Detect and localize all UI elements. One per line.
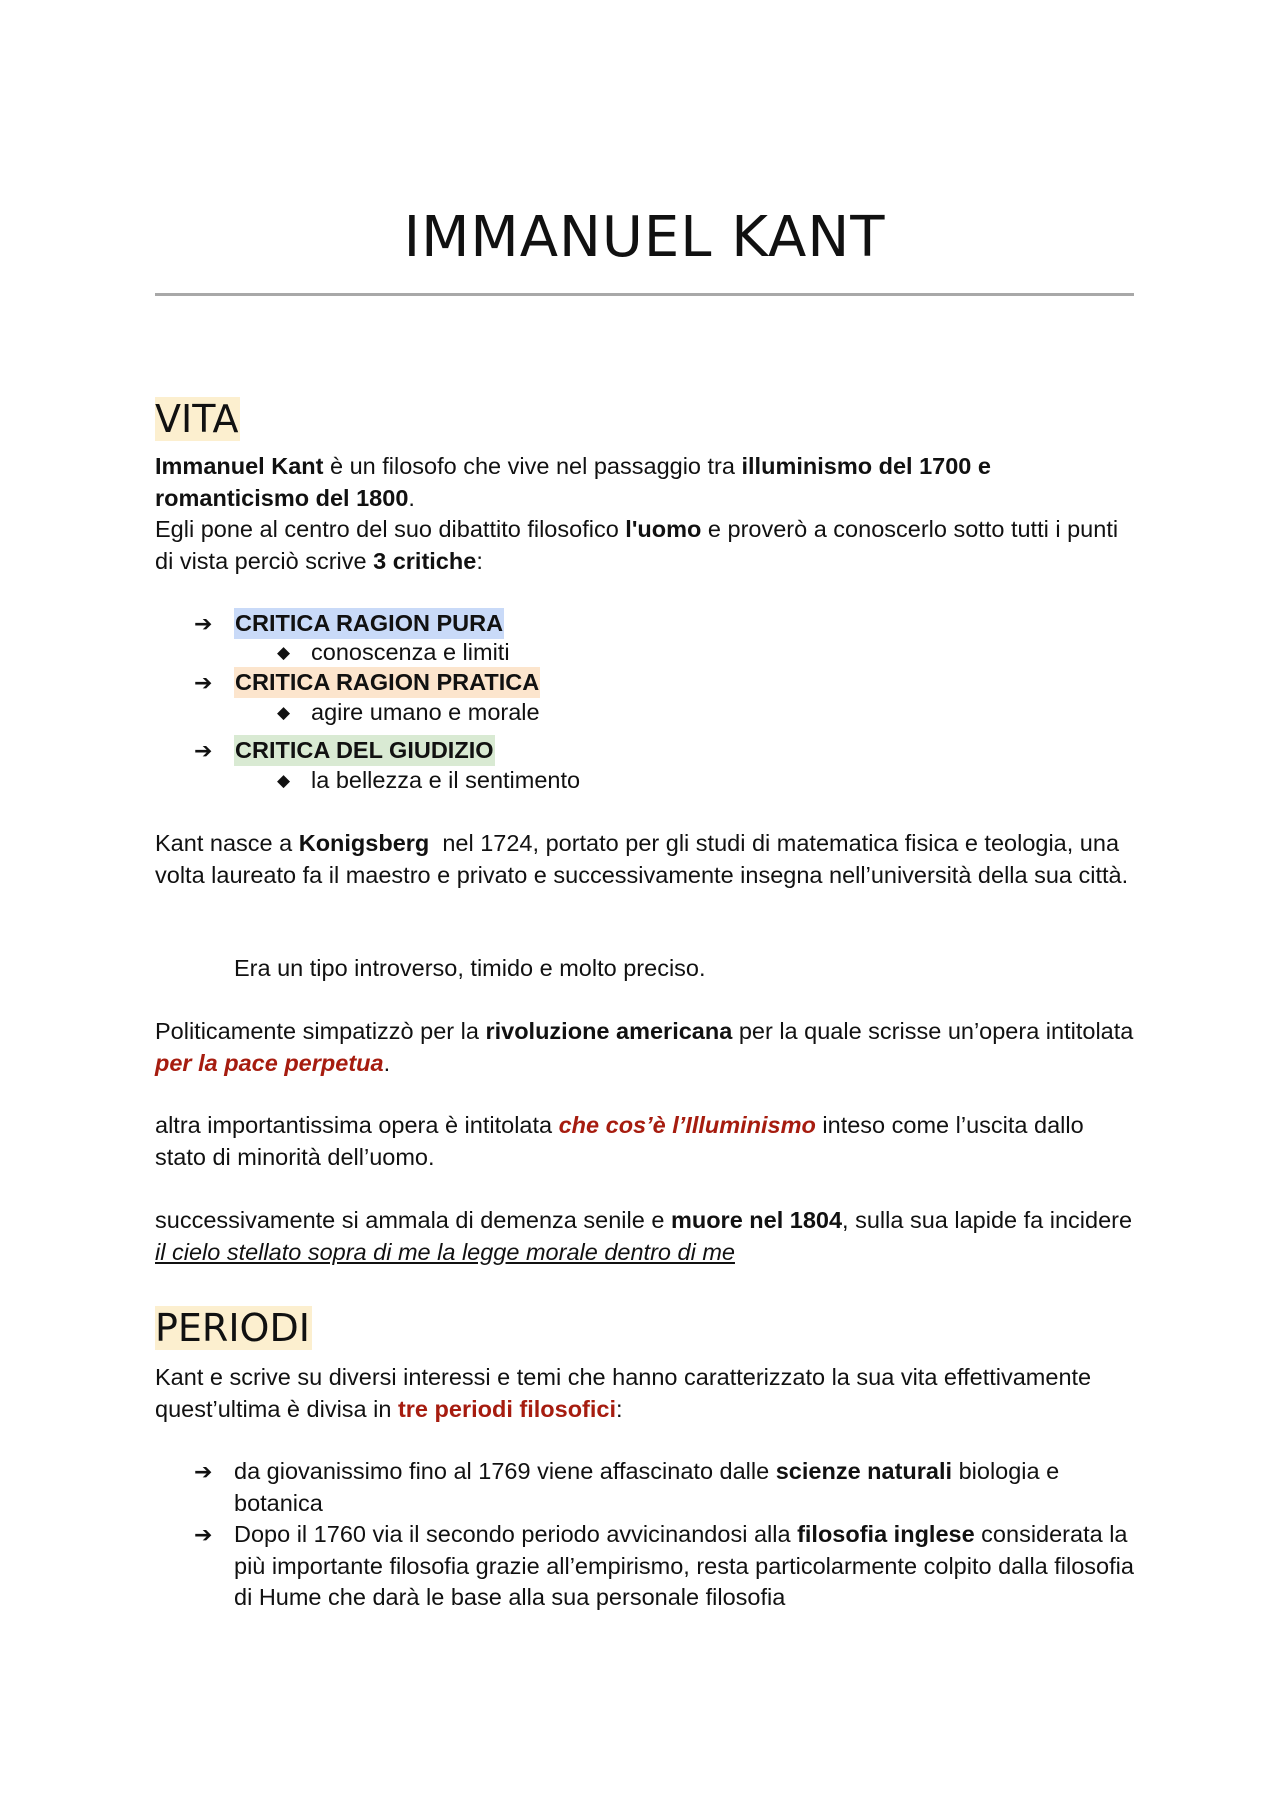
text-bold: muore nel 1804 bbox=[670, 1207, 843, 1233]
section-heading-periodi bbox=[155, 1305, 312, 1351]
paragraph-morte bbox=[155, 1205, 1135, 1268]
arrow-icon: ➔ bbox=[194, 1522, 213, 1547]
list-item-text bbox=[234, 1456, 1134, 1519]
paragraph-nascita bbox=[155, 828, 1135, 891]
critica-label: CRITICA RAGION PURA bbox=[234, 608, 504, 639]
text-bold: Immanuel Kant bbox=[155, 453, 324, 479]
opera-title: che cos’è l’Illuminismo bbox=[558, 1112, 816, 1138]
text-bold: rivoluzione americana bbox=[485, 1018, 733, 1044]
text: , sulla sua lapide fa incidere bbox=[842, 1207, 1133, 1233]
paragraph-intro bbox=[155, 451, 1135, 577]
arrow-icon: ➔ bbox=[194, 738, 213, 763]
page-title: IMMANUEL KANT bbox=[403, 205, 886, 270]
text: altra importantissima opera è intitolata bbox=[155, 1112, 559, 1138]
diamond-icon: ◆ bbox=[277, 643, 291, 662]
text: è un filosofo che vive nel passaggio tra bbox=[323, 453, 742, 479]
arrow-icon: ➔ bbox=[194, 670, 213, 695]
text: considerata la più importante filosofia grazie all’empirismo, resta particolarmente colpito dalla filosofia di Hume che darà le base alla sua personale filosofia bbox=[234, 1521, 1134, 1610]
text: nel 1724, portato per gli studi di matematica fisica e teologia, una volta laureato fa il maestro e privato e successivamente insegna nell’università della sua città. bbox=[155, 830, 1129, 888]
text-bold: illuminismo del 1700 e romanticismo del 1800 bbox=[155, 453, 991, 511]
text-bold: Konigsberg bbox=[298, 830, 430, 856]
text: . bbox=[408, 484, 415, 511]
text: : bbox=[476, 547, 483, 574]
text-bold: filosofia inglese bbox=[797, 1521, 975, 1547]
epitaph-quote: il cielo stellato sopra di me la legge morale dentro di me bbox=[155, 1238, 735, 1265]
text: per la quale scrisse un’opera intitolata bbox=[732, 1018, 1134, 1044]
critica-label: CRITICA RAGION PRATICA bbox=[234, 667, 540, 698]
text-highlight: tre periodi filosofici bbox=[397, 1395, 617, 1422]
text-bold: 3 critiche bbox=[373, 547, 477, 574]
paragraph-opera bbox=[155, 1110, 1135, 1173]
title-divider bbox=[155, 293, 1134, 296]
text-bold: l'uomo bbox=[625, 516, 702, 542]
paragraph-periodi-intro bbox=[155, 1362, 1135, 1425]
heading-label: PERIODI bbox=[155, 1306, 310, 1350]
text: e proverò a conoscerlo sotto tutti i punti di vista perciò scrive bbox=[155, 516, 1119, 574]
text: : bbox=[616, 1395, 623, 1422]
paragraph-carattere: Era un tipo introverso, timido e molto preciso. bbox=[234, 955, 706, 981]
list-item-text bbox=[234, 1519, 1134, 1614]
heading-label: VITA bbox=[155, 397, 239, 441]
diamond-icon: ◆ bbox=[277, 771, 291, 790]
text: inteso come l’uscita dallo stato di minorità dell’uomo. bbox=[155, 1112, 1084, 1170]
diamond-icon: ◆ bbox=[277, 703, 291, 722]
arrow-icon: ➔ bbox=[194, 1459, 213, 1484]
text: Kant e scrive su diversi interessi e temi che hanno caratterizzato la sua vita effettivamente quest’ultima è divisa in bbox=[155, 1364, 1092, 1422]
text: biologia e botanica bbox=[234, 1458, 1060, 1516]
text: Politicamente simpatizzò per la bbox=[155, 1018, 486, 1044]
critica-sub: agire umano e morale bbox=[311, 699, 540, 725]
critica-sub: conoscenza e limiti bbox=[311, 639, 510, 665]
opera-title: per la pace perpetua bbox=[155, 1049, 384, 1076]
arrow-icon: ➔ bbox=[194, 611, 213, 636]
paragraph-politica bbox=[155, 1016, 1135, 1079]
critica-sub: la bellezza e il sentimento bbox=[311, 767, 581, 793]
critica-label: CRITICA DEL GIUDIZIO bbox=[234, 735, 495, 766]
text: da giovanissimo fino al 1769 viene affascinato dalle bbox=[234, 1458, 776, 1484]
text-bold: scienze naturali bbox=[775, 1458, 953, 1484]
text: Egli pone al centro del suo dibattito filosofico bbox=[155, 516, 626, 542]
text: Dopo il 1760 via il secondo periodo avvicinandosi alla bbox=[234, 1521, 798, 1547]
text: . bbox=[383, 1049, 391, 1076]
text: successivamente si ammala di demenza senile e bbox=[155, 1207, 671, 1233]
section-heading-vita bbox=[155, 396, 240, 442]
text: Kant nasce a bbox=[155, 830, 299, 856]
